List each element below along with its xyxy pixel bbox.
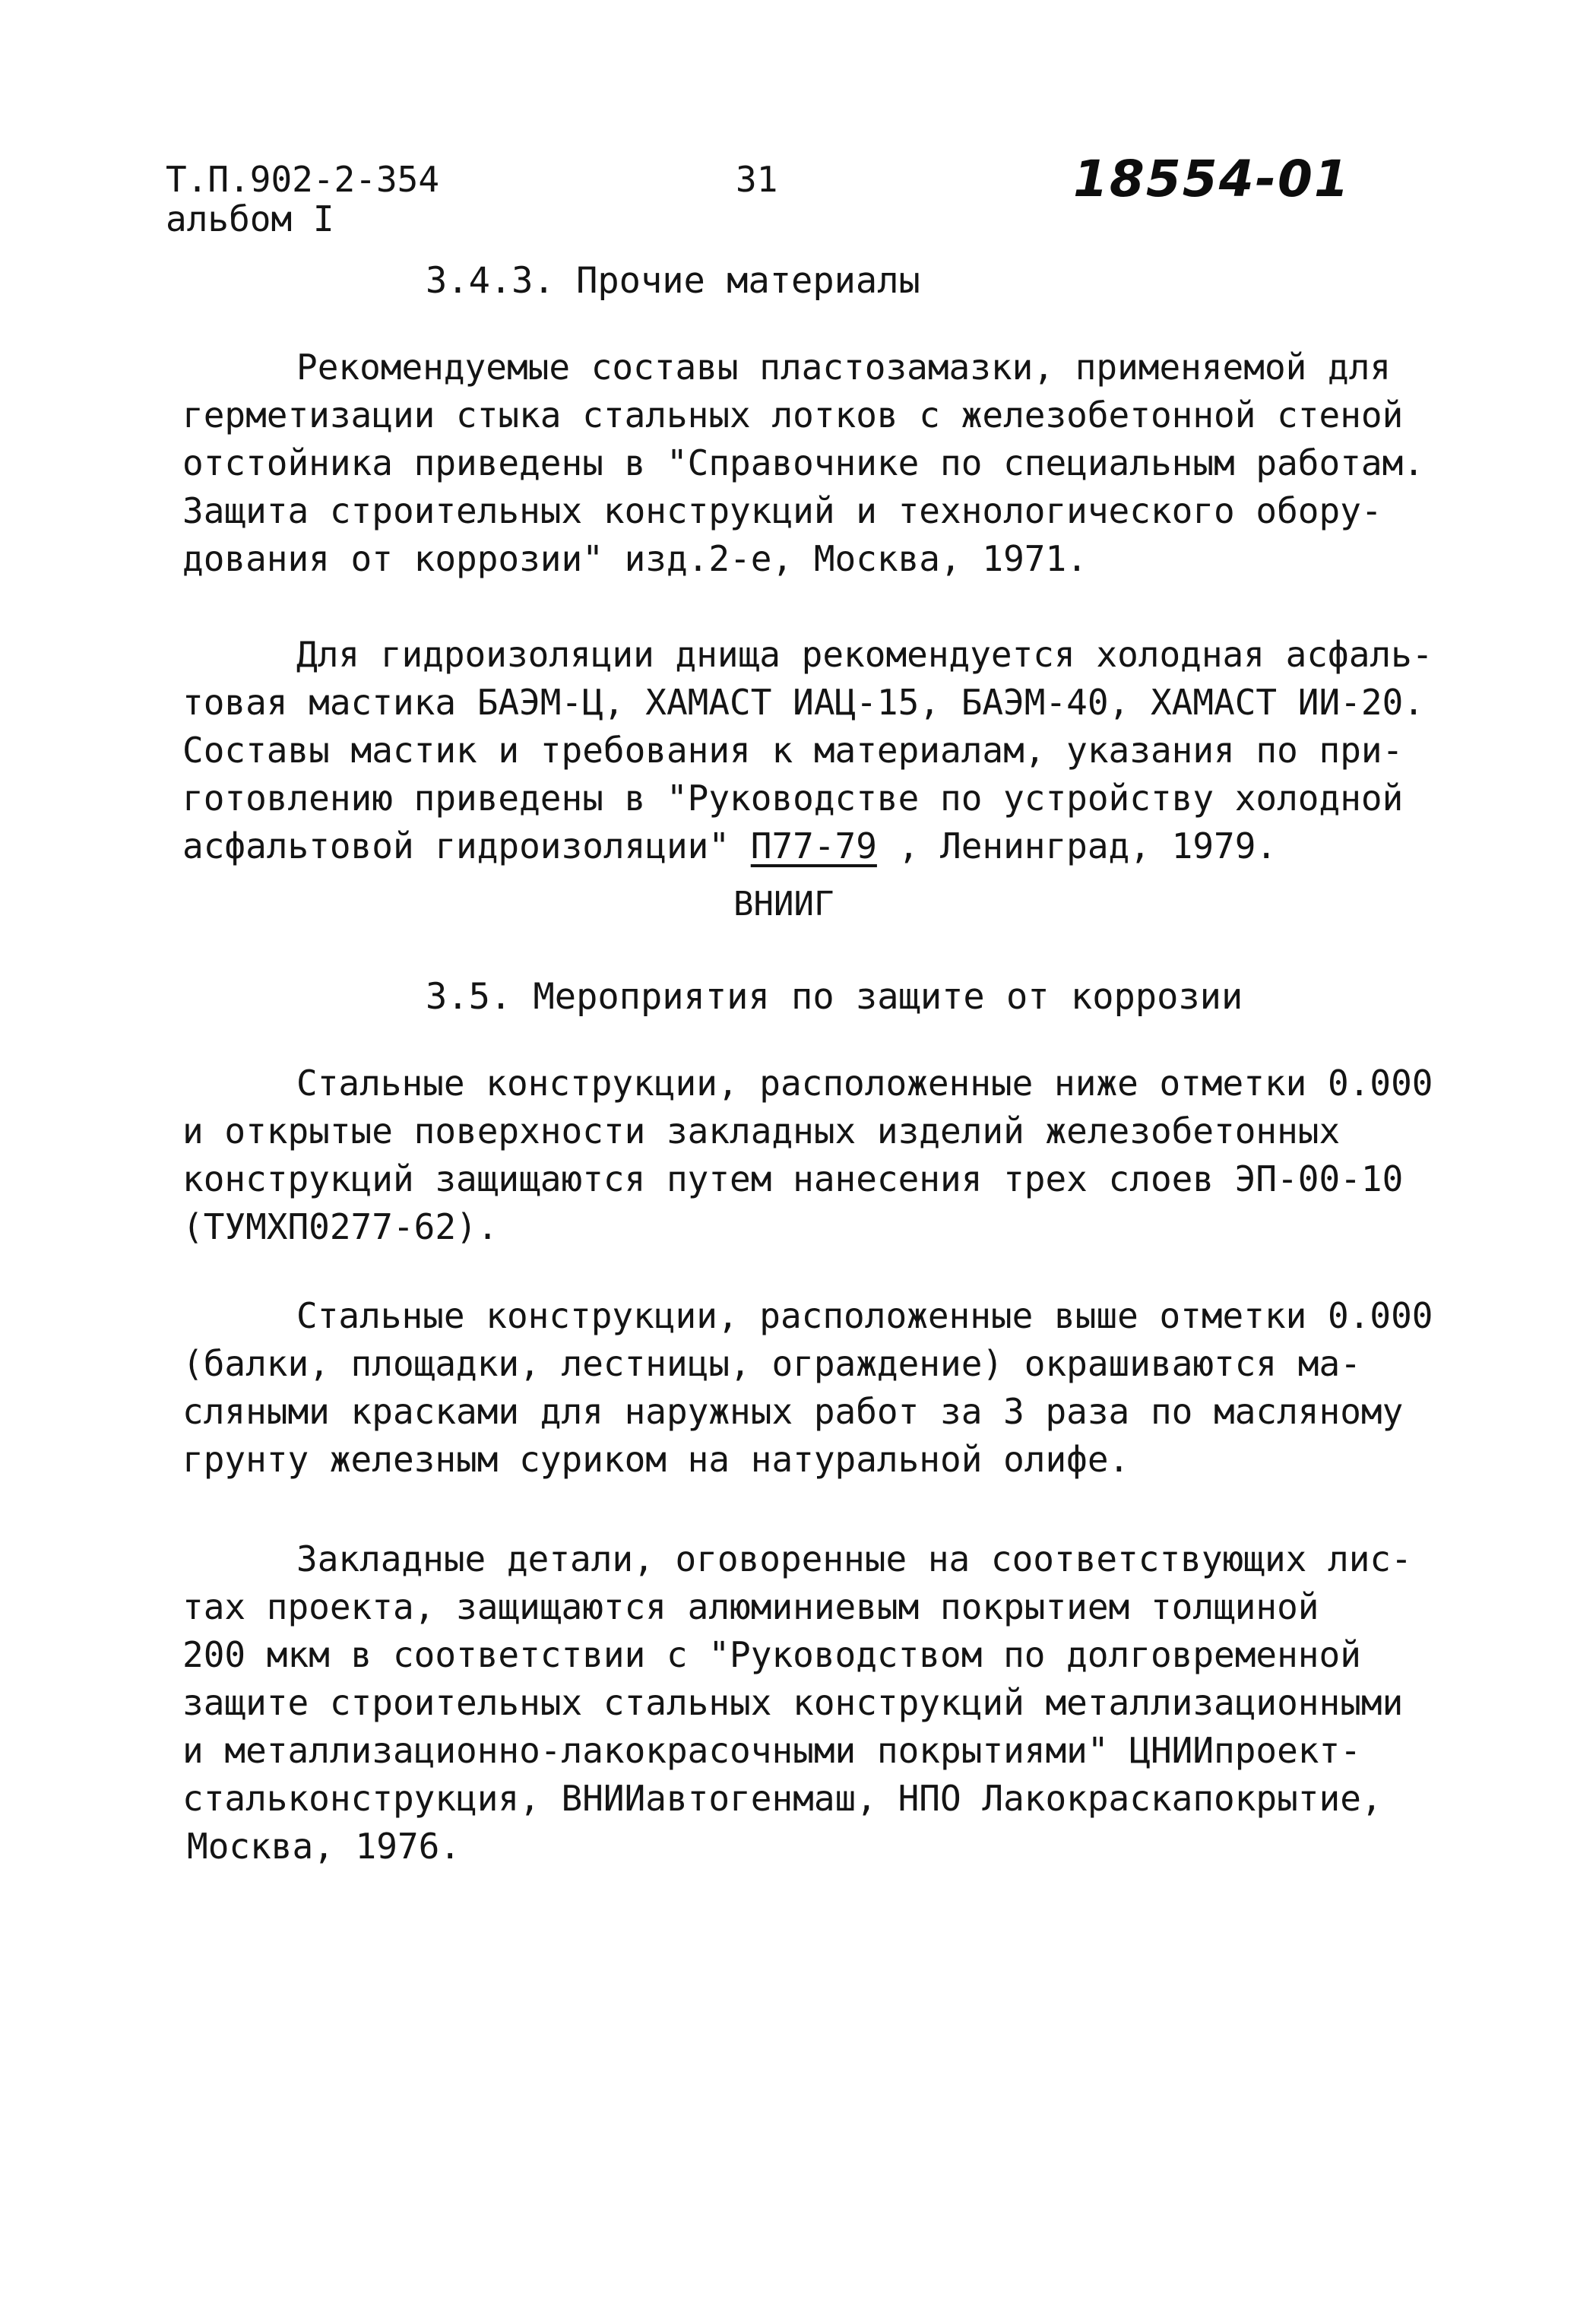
paragraph-line: 200 мкм в соответствии с "Руководством по долговременной [182, 1634, 1361, 1675]
paragraph-line: (ТУМХП0277-62). [182, 1206, 499, 1247]
page-number: 31 [736, 159, 778, 200]
text-fragment: асфальтовой гидроизоляции" [182, 825, 751, 866]
paragraph-line: и металлизационно-лакокрасочными покрытиями" ЦНИИпроект- [182, 1730, 1361, 1771]
paragraph-line: Закладные детали, оговоренные на соответствующих лис- [296, 1538, 1412, 1579]
paragraph-line: Защита строительных конструкций и технологического обору- [182, 490, 1382, 531]
document-code: Т.П.902-2-354 [166, 159, 440, 200]
organization-label: ВНИИГ [733, 885, 834, 923]
paragraph-line: стальконструкция, ВНИИавтогенмаш, НПО Лакокраскапокрытие, [182, 1778, 1382, 1819]
paragraph-line: отстойника приведены в "Справочнике по специальным работам. [182, 442, 1424, 483]
inventory-stamp: 18554-01 [1073, 150, 1351, 208]
paragraph-line: готовлению приведены в "Руководстве по устройству холодной [182, 778, 1404, 819]
paragraph-line: конструкций защищаются путем нанесения трех слоев ЭП-00-10 [182, 1158, 1404, 1199]
paragraph-line: Рекомендуемые составы пластозамазки, применяемой для [296, 347, 1392, 388]
paragraph-line: дования от коррозии" изд.2-е, Москва, 1971. [182, 538, 1088, 579]
text-fragment: , Ленинград, 1979. [876, 825, 1278, 866]
section-35-paragraph-2 [182, 1292, 1444, 1484]
paragraph-line: сляными красками для наружных работ за 3 раза по масляному [182, 1391, 1404, 1432]
paragraph-line: Стальные конструкции, расположенные ниже отметки 0.000 [296, 1063, 1433, 1104]
paragraph-line: герметизации стыка стальных лотков с железобетонной стеной [182, 394, 1404, 436]
paragraph-line: Стальные конструкции, расположенные выше отметки 0.000 [296, 1295, 1433, 1336]
section-343-paragraph-2 [182, 631, 1444, 870]
section-343-paragraph-1 [182, 344, 1444, 583]
paragraph-line: товая мастика БАЭМ-Ц, ХАМАСТ ИАЦ-15, БАЭМ-40, ХАМАСТ ИИ-20. [182, 682, 1424, 723]
section-35-paragraph-3 [182, 1535, 1444, 1871]
paragraph-line: грунту железным суриком на натуральной олифе. [182, 1439, 1130, 1480]
paragraph-line: Составы мастик и требования к материалам, указания по при- [182, 730, 1404, 771]
paragraph-line [182, 822, 1444, 870]
section-343-title: 3.4.3. Прочие материалы [426, 260, 920, 302]
paragraph-line: тах проекта, защищаются алюминиевым покрытием толщиной [182, 1586, 1319, 1627]
section-35-paragraph-1 [182, 1060, 1444, 1251]
section-35-title: 3.5. Мероприятия по защите от коррозии [426, 976, 1243, 1018]
album-label: альбом I [166, 198, 334, 239]
standard-code: П77-79 [750, 825, 877, 866]
paragraph-line: Для гидроизоляции днища рекомендуется холодная асфаль- [296, 634, 1433, 675]
paragraph-line: защите строительных стальных конструкций металлизационными [182, 1682, 1404, 1723]
paragraph-line: и открытые поверхности закладных изделий железобетонных [182, 1110, 1341, 1152]
paragraph-line: Москва, 1976. [187, 1826, 461, 1867]
paragraph-line: (балки, площадки, лестницы, ограждение) окрашиваются ма- [182, 1343, 1361, 1384]
